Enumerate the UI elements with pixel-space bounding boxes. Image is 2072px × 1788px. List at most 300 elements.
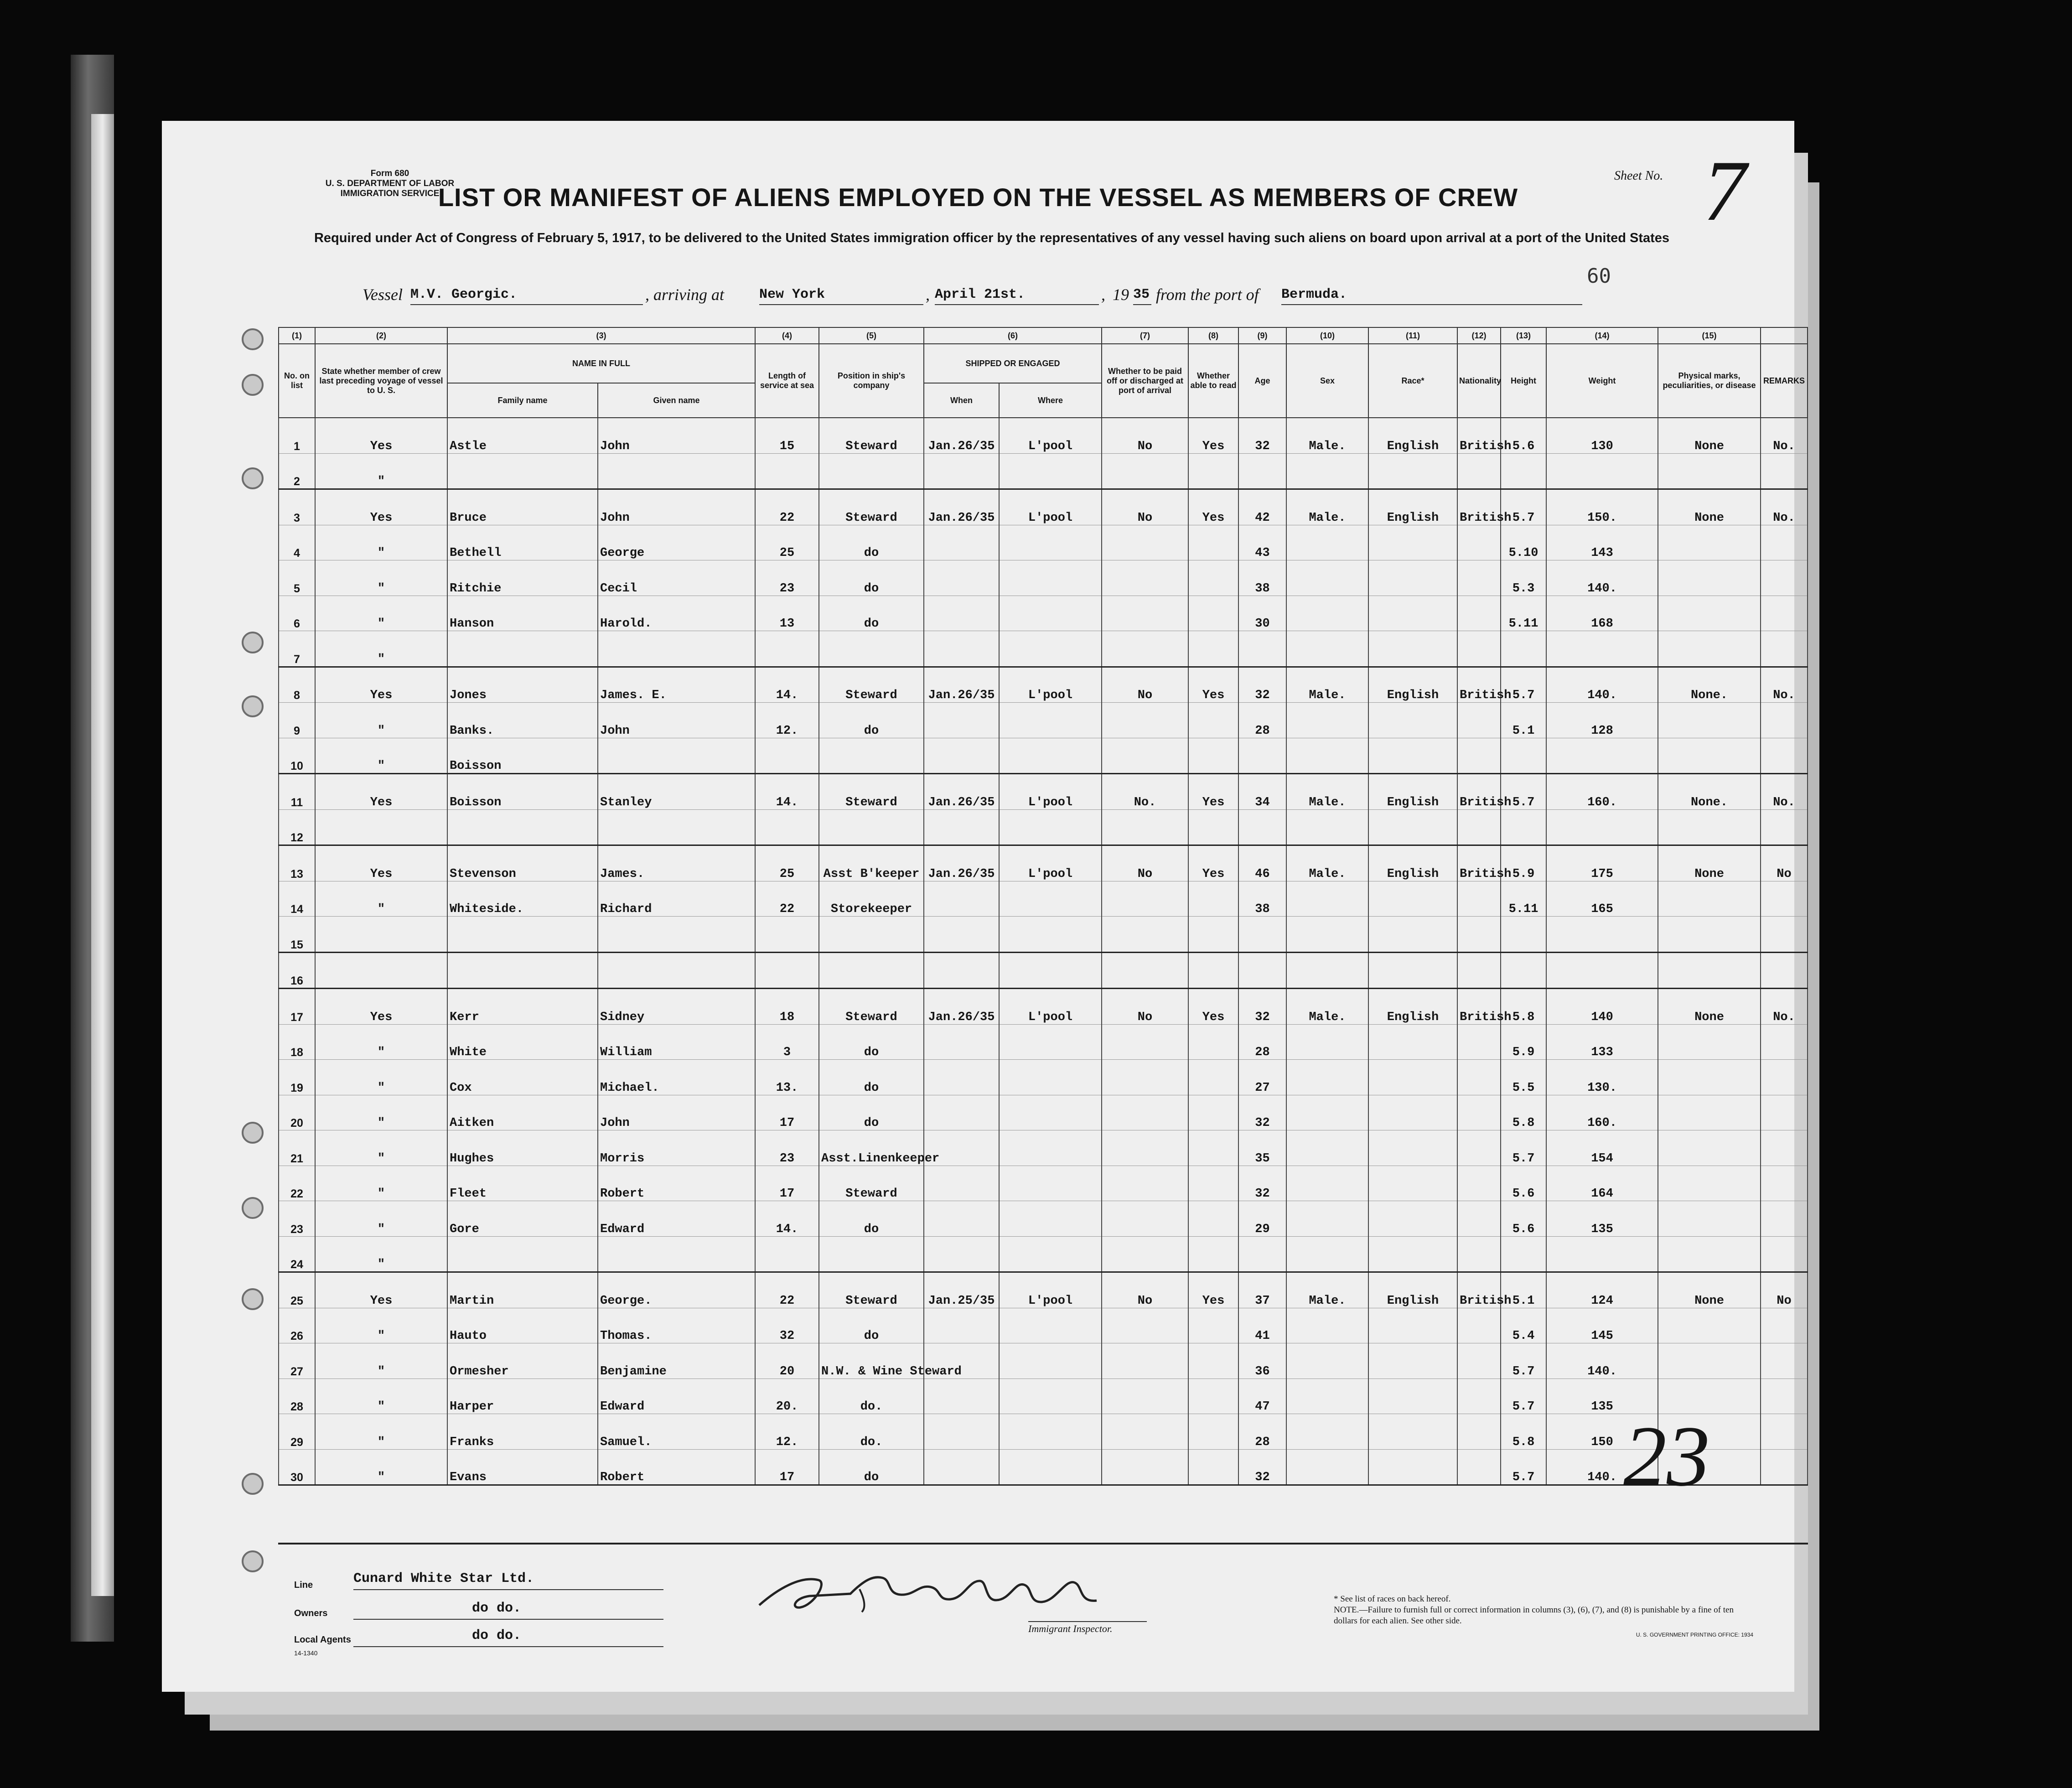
cell-height: 5.1 (1501, 1272, 1546, 1308)
col-paid-off: Whether to be paid off or discharged at port of arrival (1102, 344, 1188, 418)
cell-remarks (1761, 1130, 1808, 1166)
agents-value: do do. (353, 1628, 663, 1647)
cell-prev: Yes (315, 667, 447, 703)
cell-service: 13. (755, 1060, 819, 1095)
cell-when (924, 1449, 999, 1485)
cell-weight (1546, 952, 1658, 989)
cell-sex (1286, 1024, 1368, 1060)
cell-read (1188, 809, 1238, 845)
col-shipped-or-engaged: SHIPPED OR ENGAGED (924, 344, 1102, 383)
cell-prev: " (315, 1379, 447, 1414)
cell-when: Jan.26/35 (924, 489, 999, 525)
cell-when (924, 1308, 999, 1343)
cell-family: Stevenson (447, 845, 598, 881)
cell-nat (1457, 1024, 1501, 1060)
cell-position (819, 631, 924, 667)
cell-position (819, 952, 924, 989)
cell-no: 14 (279, 881, 315, 917)
cell-no: 25 (279, 1272, 315, 1308)
cell-nat (1457, 1343, 1501, 1379)
cell-when (924, 1024, 999, 1060)
cell-family (447, 952, 598, 989)
cell-no: 11 (279, 774, 315, 810)
cell-race (1368, 703, 1457, 738)
cell-height: 5.9 (1501, 845, 1546, 881)
cell-weight: 168 (1546, 596, 1658, 631)
cell-remarks (1761, 881, 1808, 917)
cell-read (1188, 1414, 1238, 1450)
cell-remarks (1761, 1095, 1808, 1130)
cell-prev: " (315, 738, 447, 774)
cell-marks (1658, 1308, 1761, 1343)
col-age: Age (1238, 344, 1286, 418)
cell-marks (1658, 525, 1761, 560)
cell-paid: No (1102, 845, 1188, 881)
cell-race (1368, 917, 1457, 953)
cell-where (999, 1166, 1102, 1201)
cell-service (755, 738, 819, 774)
cell-paid: No (1102, 1272, 1188, 1308)
cell-family (447, 453, 598, 489)
cell-read (1188, 952, 1238, 989)
cell-age: 35 (1238, 1130, 1286, 1166)
cell-remarks (1761, 1060, 1808, 1095)
cell-read (1188, 1201, 1238, 1237)
table-row (279, 881, 1808, 917)
cell-where: L'pool (999, 845, 1102, 881)
cell-where: L'pool (999, 774, 1102, 810)
cell-position: Steward (819, 1166, 924, 1201)
table-row (279, 1272, 1808, 1308)
punch-hole (242, 632, 264, 653)
cell-prev: " (315, 1343, 447, 1379)
cell-position: do (819, 596, 924, 631)
cell-sex: Male. (1286, 667, 1368, 703)
cell-paid (1102, 1130, 1188, 1166)
cell-marks (1658, 1130, 1761, 1166)
cell-given: Robert (598, 1166, 755, 1201)
cell-no: 21 (279, 1130, 315, 1166)
cell-when (924, 1095, 999, 1130)
cell-given: John (598, 1095, 755, 1130)
cell-given: Michael. (598, 1060, 755, 1095)
owners-value: do do. (353, 1601, 663, 1620)
cell-family: Bruce (447, 489, 598, 525)
col-num-15: (15) (1658, 327, 1761, 344)
col-num-4: (4) (755, 327, 819, 344)
cell-remarks (1761, 631, 1808, 667)
cell-no: 20 (279, 1095, 315, 1130)
cell-given: John (598, 418, 755, 453)
cell-no: 13 (279, 845, 315, 881)
cell-sex (1286, 596, 1368, 631)
punch-hole (242, 1288, 264, 1310)
cell-nat (1457, 1060, 1501, 1095)
cell-remarks: No (1761, 1272, 1808, 1308)
cell-paid (1102, 1201, 1188, 1237)
cell-weight (1546, 631, 1658, 667)
table-row (279, 1130, 1808, 1166)
cell-race (1368, 453, 1457, 489)
cell-when (924, 1236, 999, 1272)
cell-service: 18 (755, 989, 819, 1025)
cell-marks (1658, 631, 1761, 667)
line-value: Cunard White Star Ltd. (353, 1571, 663, 1590)
cell-given (598, 809, 755, 845)
cell-when (924, 1166, 999, 1201)
inspector-label: Immigrant Inspector. (1028, 1621, 1147, 1635)
cell-nat (1457, 1449, 1501, 1485)
cell-height: 5.7 (1501, 1379, 1546, 1414)
cell-given: Samuel. (598, 1414, 755, 1450)
cell-read (1188, 1024, 1238, 1060)
cell-position: do (819, 1308, 924, 1343)
cell-height: 5.7 (1501, 1449, 1546, 1485)
cell-race (1368, 596, 1457, 631)
cell-height: 5.8 (1501, 1414, 1546, 1450)
cell-read: Yes (1188, 1272, 1238, 1308)
cell-marks: None. (1658, 667, 1761, 703)
cell-nat (1457, 453, 1501, 489)
table-row (279, 845, 1808, 881)
cell-remarks: No. (1761, 989, 1808, 1025)
col-num-5: (5) (819, 327, 924, 344)
cell-paid: No (1102, 418, 1188, 453)
cell-nat: British (1457, 989, 1501, 1025)
cell-position (819, 453, 924, 489)
cell-age: 32 (1238, 418, 1286, 453)
cell-weight: 140. (1546, 560, 1658, 596)
col-when: When (924, 383, 999, 418)
col-num-2: (2) (315, 327, 447, 344)
cell-height: 5.8 (1501, 1095, 1546, 1130)
cell-family (447, 809, 598, 845)
cell-given: Morris (598, 1130, 755, 1166)
table-row (279, 1166, 1808, 1201)
pencil-note: 60 (1587, 264, 1611, 288)
cell-nat (1457, 525, 1501, 560)
cell-family: Bethell (447, 525, 598, 560)
col-able-to-read: Whether able to read (1188, 344, 1238, 418)
cell-nat (1457, 1166, 1501, 1201)
cell-when (924, 1060, 999, 1095)
cell-where: L'pool (999, 667, 1102, 703)
cell-age: 32 (1238, 1095, 1286, 1130)
cell-where (999, 560, 1102, 596)
cell-nat (1457, 809, 1501, 845)
cell-weight: 140 (1546, 989, 1658, 1025)
cell-position: do. (819, 1414, 924, 1450)
cell-where: L'pool (999, 1272, 1102, 1308)
cell-read: Yes (1188, 418, 1238, 453)
col-height: Height (1501, 344, 1546, 418)
cell-weight: 143 (1546, 525, 1658, 560)
department-name: U. S. DEPARTMENT OF LABOR (325, 179, 455, 188)
cell-family (447, 631, 598, 667)
cell-sex: Male. (1286, 418, 1368, 453)
cell-family: Harper (447, 1379, 598, 1414)
cell-read (1188, 453, 1238, 489)
cell-age: 42 (1238, 489, 1286, 525)
cell-when (924, 631, 999, 667)
cell-service: 20 (755, 1343, 819, 1379)
cell-given: Edward (598, 1379, 755, 1414)
cell-height: 5.5 (1501, 1060, 1546, 1095)
cell-prev: " (315, 1201, 447, 1237)
cell-read (1188, 703, 1238, 738)
cell-given: William (598, 1024, 755, 1060)
table-row (279, 1095, 1808, 1130)
cell-no: 29 (279, 1414, 315, 1450)
cell-marks (1658, 560, 1761, 596)
cell-sex (1286, 881, 1368, 917)
col-num-12: (12) (1457, 327, 1501, 344)
cell-no: 8 (279, 667, 315, 703)
col-no-on-list: No. on list (279, 344, 315, 418)
cell-weight: 140. (1546, 1343, 1658, 1379)
table-row (279, 809, 1808, 845)
cell-position: do. (819, 1379, 924, 1414)
cell-no: 1 (279, 418, 315, 453)
punch-hole (242, 695, 264, 717)
form-title: LIST OR MANIFEST OF ALIENS EMPLOYED ON THE VESSEL AS MEMBERS OF CREW (438, 183, 1518, 212)
cell-when (924, 1414, 999, 1450)
cell-weight: 133 (1546, 1024, 1658, 1060)
table-row (279, 738, 1808, 774)
cell-read: Yes (1188, 845, 1238, 881)
table-row (279, 952, 1808, 989)
cell-marks: None (1658, 989, 1761, 1025)
col-physical-marks: Physical marks, peculiarities, or disease (1658, 344, 1761, 418)
cell-prev (315, 917, 447, 953)
cell-remarks (1761, 1024, 1808, 1060)
cell-weight: 130. (1546, 1060, 1658, 1095)
cell-given (598, 1236, 755, 1272)
cell-race (1368, 1130, 1457, 1166)
cell-prev: Yes (315, 1272, 447, 1308)
cell-read (1188, 596, 1238, 631)
vessel-label: Vessel (363, 285, 403, 304)
cell-service: 23 (755, 560, 819, 596)
cell-nat (1457, 1095, 1501, 1130)
crew-tally: 23 (1623, 1409, 1710, 1504)
cell-sex (1286, 1308, 1368, 1343)
cell-age (1238, 453, 1286, 489)
cell-height: 5.3 (1501, 560, 1546, 596)
cell-position: Asst.Linenkeeper (819, 1130, 924, 1166)
col-weight: Weight (1546, 344, 1658, 418)
cell-marks (1658, 1201, 1761, 1237)
cell-paid (1102, 560, 1188, 596)
cell-given (598, 738, 755, 774)
cell-nat (1457, 1236, 1501, 1272)
cell-weight: 140. (1546, 667, 1658, 703)
table-row (279, 1024, 1808, 1060)
cell-height (1501, 809, 1546, 845)
cell-sex (1286, 631, 1368, 667)
cell-race (1368, 525, 1457, 560)
cell-race: English (1368, 1272, 1457, 1308)
cell-position: Steward (819, 1272, 924, 1308)
cell-family: Whiteside. (447, 881, 598, 917)
table-row (279, 989, 1808, 1025)
cell-paid (1102, 917, 1188, 953)
cell-family: Aitken (447, 1095, 598, 1130)
punch-hole (242, 1550, 264, 1572)
cell-read (1188, 881, 1238, 917)
cell-remarks (1761, 1308, 1808, 1343)
cell-paid (1102, 1308, 1188, 1343)
cell-prev: " (315, 453, 447, 489)
cell-position: do (819, 1095, 924, 1130)
cell-height: 5.11 (1501, 596, 1546, 631)
cell-sex: Male. (1286, 989, 1368, 1025)
cell-family: Banks. (447, 703, 598, 738)
cell-given: James. (598, 845, 755, 881)
cell-nat (1457, 1308, 1501, 1343)
cell-given: Sidney (598, 989, 755, 1025)
from-port-label: from the port of (1156, 285, 1259, 304)
cell-height: 5.7 (1501, 489, 1546, 525)
cell-age: 30 (1238, 596, 1286, 631)
cell-age: 32 (1238, 1449, 1286, 1485)
cell-service: 17 (755, 1095, 819, 1130)
cell-nat: British (1457, 489, 1501, 525)
cell-remarks (1761, 1379, 1808, 1414)
cell-height: 5.1 (1501, 703, 1546, 738)
cell-race (1368, 1449, 1457, 1485)
cell-no: 28 (279, 1379, 315, 1414)
cell-sex: Male. (1286, 845, 1368, 881)
cell-read (1188, 917, 1238, 953)
cell-paid (1102, 738, 1188, 774)
cell-where (999, 1379, 1102, 1414)
cell-when: Jan.26/35 (924, 667, 999, 703)
cell-position: do (819, 1060, 924, 1095)
cell-height: 5.6 (1501, 1166, 1546, 1201)
col-given-name: Given name (598, 383, 755, 418)
cell-when: Jan.26/35 (924, 418, 999, 453)
cell-no: 24 (279, 1236, 315, 1272)
cell-service: 15 (755, 418, 819, 453)
col-name-in-full: NAME IN FULL (447, 344, 755, 383)
cell-family: Kerr (447, 989, 598, 1025)
cell-prev: " (315, 1060, 447, 1095)
cell-nat (1457, 631, 1501, 667)
cell-remarks: No. (1761, 489, 1808, 525)
cell-sex (1286, 1130, 1368, 1166)
cell-nat (1457, 738, 1501, 774)
cell-race: English (1368, 489, 1457, 525)
cell-family: Cox (447, 1060, 598, 1095)
cell-given: John (598, 489, 755, 525)
cell-when: Jan.25/35 (924, 1272, 999, 1308)
col-position: Position in ship's company (819, 344, 924, 418)
cell-marks: None (1658, 418, 1761, 453)
cell-race (1368, 560, 1457, 596)
cell-family: White (447, 1024, 598, 1060)
agents-label: Local Agents (294, 1635, 351, 1645)
cell-marks: None (1658, 1272, 1761, 1308)
cell-height: 5.10 (1501, 525, 1546, 560)
cell-prev: " (315, 1130, 447, 1166)
cell-family: Astle (447, 418, 598, 453)
footer-notes (1334, 1594, 1753, 1640)
races-note: * See list of races on back hereof. (1334, 1594, 1451, 1604)
cell-no: 17 (279, 989, 315, 1025)
cell-remarks (1761, 1201, 1808, 1237)
cell-nat: British (1457, 418, 1501, 453)
cell-remarks (1761, 560, 1808, 596)
cell-weight (1546, 917, 1658, 953)
cell-where (999, 738, 1102, 774)
cell-weight: 160. (1546, 1095, 1658, 1130)
cell-remarks: No. (1761, 418, 1808, 453)
cell-service: 32 (755, 1308, 819, 1343)
cell-marks (1658, 1166, 1761, 1201)
cell-age: 32 (1238, 667, 1286, 703)
punch-hole (242, 374, 264, 396)
table-row (279, 418, 1808, 453)
cell-marks (1658, 738, 1761, 774)
cell-sex: Male. (1286, 1272, 1368, 1308)
col-num-7: (7) (1102, 327, 1188, 344)
table-row (279, 703, 1808, 738)
punch-hole (242, 1197, 264, 1219)
cell-read (1188, 1095, 1238, 1130)
cell-paid (1102, 631, 1188, 667)
cell-read (1188, 1343, 1238, 1379)
arriving-label: , arriving at (645, 285, 725, 304)
cell-prev: " (315, 1095, 447, 1130)
cell-remarks (1761, 453, 1808, 489)
cell-no: 6 (279, 596, 315, 631)
cell-read (1188, 1060, 1238, 1095)
cell-position: Steward (819, 667, 924, 703)
cell-prev: Yes (315, 845, 447, 881)
cell-prev: " (315, 1308, 447, 1343)
cell-marks (1658, 1024, 1761, 1060)
cell-nat (1457, 1379, 1501, 1414)
cell-race (1368, 1379, 1457, 1414)
cell-service (755, 917, 819, 953)
cell-service: 13 (755, 596, 819, 631)
cell-family: Gore (447, 1201, 598, 1237)
cell-sex (1286, 525, 1368, 560)
cell-paid (1102, 952, 1188, 989)
cell-position: Steward (819, 489, 924, 525)
cell-paid (1102, 1343, 1188, 1379)
crew-manifest-table (278, 327, 1808, 1486)
cell-height: 5.7 (1501, 1343, 1546, 1379)
cell-marks (1658, 453, 1761, 489)
cell-marks (1658, 1060, 1761, 1095)
cell-given: George. (598, 1272, 755, 1308)
cell-weight (1546, 1236, 1658, 1272)
col-num-14: (14) (1546, 327, 1658, 344)
cell-when (924, 525, 999, 560)
cell-paid (1102, 1236, 1188, 1272)
cell-height (1501, 631, 1546, 667)
cell-sex (1286, 1236, 1368, 1272)
cell-weight: 160. (1546, 774, 1658, 810)
cell-service: 14. (755, 667, 819, 703)
cell-family: Ormesher (447, 1343, 598, 1379)
cell-position: Storekeeper (819, 881, 924, 917)
cell-sex (1286, 560, 1368, 596)
cell-read: Yes (1188, 667, 1238, 703)
cell-race (1368, 881, 1457, 917)
